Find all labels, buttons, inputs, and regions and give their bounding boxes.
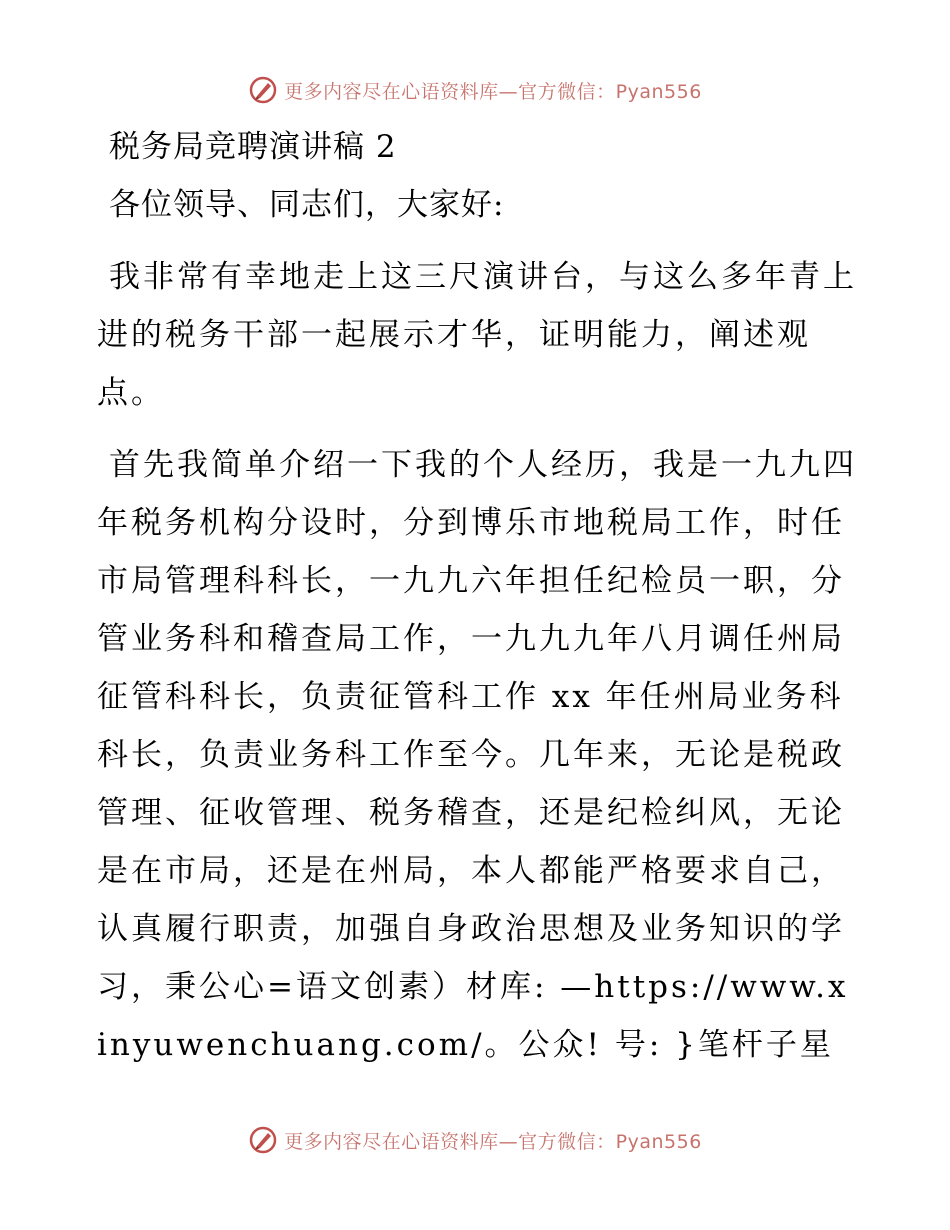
brand-logo-icon [248,75,278,105]
document-title: 税务局竞聘演讲稿 2 [109,129,397,165]
brand-logo-icon [248,1125,278,1155]
paragraph: 首先我简单介绍一下我的个人经历，我是一九九四年税务机构分设时，分到博乐市地税局工作，时任市局管理科科长，一九九六年担任纪检员一职，分管业务科和稽查局工作，一九九九年八月调任州局征管科科长，负责征管科工作 xx 年任州局业务科科长，负责业务科工作至今。几年来，无论是税政管理、征收管理、税务稽查，还是纪检纠风，无论是在市局，还是在州局，本人都能严格要求自己，认真履行职责，加强自身政治思想及业务知识的学习，秉公心=语文创素）材库: —https://www.xinyuwenchuang.com/。公众! 号: }笔杆子星 [97,447,857,1063]
document-body [97,118,857,1088]
watermark-text: 更多内容尽在心语资料库—官方微信：Pyan556 [284,1130,702,1153]
watermark-text: 更多内容尽在心语资料库—官方微信：Pyan556 [284,80,702,103]
paragraph: 我非常有幸地走上这三尺演讲台，与这么多年青上进的税务干部一起展示才华，证明能力，阐述观点。 [97,259,857,411]
greeting: 各位领导、同志们，大家好: [109,187,505,223]
watermark-header [0,70,950,110]
watermark-footer [0,1120,950,1160]
